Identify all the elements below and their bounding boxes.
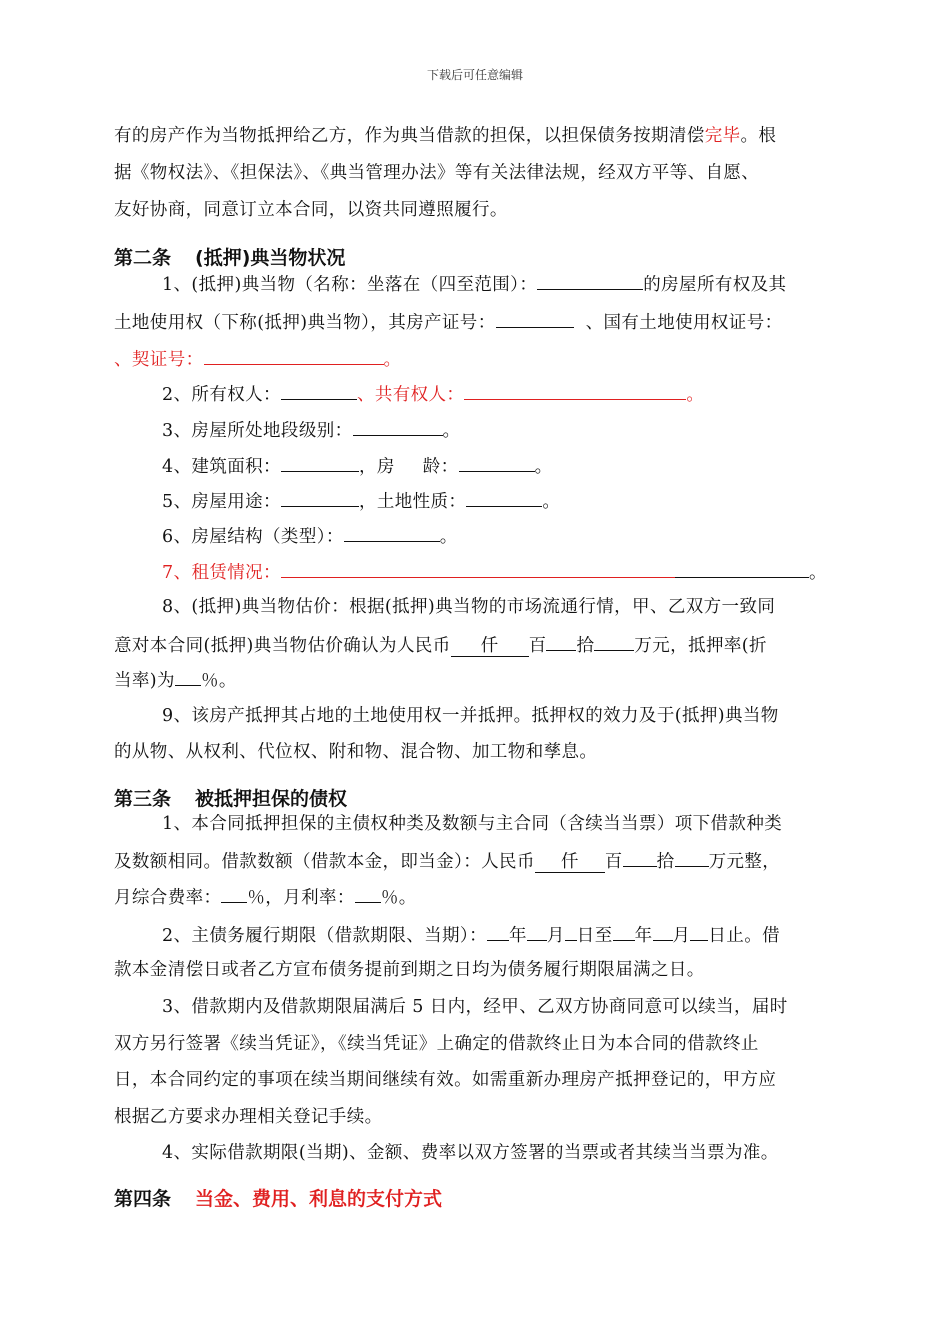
unit-text: 月 <box>546 926 565 946</box>
blank-lot-grade[interactable] <box>353 417 443 436</box>
article-4-heading <box>114 1186 442 1212</box>
item-text: 意对本合同(抵押)典当物估价确认为人民币 <box>114 636 451 656</box>
art3-p1-line1: 1、本合同抵押担保的主债权种类及数额与主合同（含续当当票）项下借款种类 <box>162 814 783 834</box>
item-text: 万元整， <box>708 852 781 872</box>
item-text: 月综合费率： <box>114 888 222 908</box>
blank-lease[interactable] <box>675 559 809 578</box>
blank-loan-hundreds[interactable] <box>623 848 657 867</box>
art3-p1-line3 <box>114 884 417 910</box>
item-text: 。 <box>383 350 402 370</box>
blank-land-nature[interactable] <box>466 488 542 507</box>
item-text: ，土地性质： <box>358 492 467 512</box>
intro-line-2: 据《物权法》、《担保法》、《典当管理办法》等有关法律法规，经双方平等、自愿、 <box>114 163 760 183</box>
item-text: 。 <box>534 457 553 477</box>
item-text: 6、房屋结构（类型）： <box>162 527 344 547</box>
blank-start-year[interactable] <box>487 922 509 941</box>
blank-fee-rate[interactable] <box>221 884 247 903</box>
item-text: ％，月利率： <box>247 888 355 908</box>
blank-usage[interactable] <box>281 488 359 507</box>
unit-text: 日止。借 <box>708 926 781 946</box>
blank-owner[interactable] <box>281 381 357 400</box>
blank-end-month[interactable] <box>653 922 673 941</box>
art2-item1-line2 <box>114 309 783 335</box>
item-red-text: 租赁情况： <box>191 563 281 583</box>
blank-valuation-hundreds[interactable] <box>546 632 576 651</box>
art2-item8-line3 <box>114 667 237 693</box>
blank-start-day[interactable] <box>565 922 577 941</box>
blank-deed-number[interactable] <box>204 346 384 365</box>
unit-text: 年 <box>634 926 653 946</box>
art3-p2-line1 <box>162 922 780 948</box>
intro-text: 。根 <box>740 126 777 146</box>
unit-text: 年 <box>508 926 527 946</box>
item-text: 当率)为 <box>114 671 175 691</box>
blank-building-age[interactable] <box>459 453 535 472</box>
article-title: 当金、费用、利息的支付方式 <box>195 1188 443 1210</box>
article-3-heading <box>114 786 347 812</box>
blank-lease-red[interactable] <box>281 559 675 578</box>
article-number: 第四条 <box>114 1188 172 1210</box>
item-text: ％。 <box>380 888 417 908</box>
art3-p4: 4、实际借款期限(当期)、金额、费率以双方签署的当票或者其续当当票为准。 <box>162 1143 779 1163</box>
item-text: 、国有土地使用权证号： <box>585 313 783 333</box>
article-title: (抵押)典当物状况 <box>195 247 346 269</box>
unit-text: 仟 <box>480 636 499 656</box>
item-text: 。 <box>439 527 458 547</box>
unit-text: 月 <box>672 926 691 946</box>
art3-p1-line2 <box>114 848 780 874</box>
art2-item9-line1: 9、该房产抵押其占地的土地使用权一并抵押。抵押权的效力及于(抵押)典当物 <box>162 706 779 726</box>
item-text: ，房 <box>358 457 395 477</box>
blank-interest-rate[interactable] <box>355 884 381 903</box>
item-text: 2、主债务履行期限（借款期限、当期）： <box>162 926 487 946</box>
unit-text: 百 <box>604 852 623 872</box>
item-text: 、契证号： <box>114 350 204 370</box>
item-text: 的房屋所有权及其 <box>643 275 787 295</box>
art2-item4 <box>162 453 552 479</box>
item-text: 。 <box>542 492 561 512</box>
item-text: ％。 <box>200 671 237 691</box>
art2-item3 <box>162 417 460 443</box>
unit-text: 日至 <box>576 926 613 946</box>
item-text: 4、建筑面积： <box>162 457 281 477</box>
art3-p3-line4: 根据乙方要求办理相关登记手续。 <box>114 1107 383 1127</box>
article-2-heading <box>114 245 345 271</box>
blank-valuation-thousands[interactable] <box>451 636 529 657</box>
blank-location[interactable] <box>537 271 643 290</box>
intro-red-text: 完毕 <box>704 126 741 146</box>
unit-text: 百 <box>528 636 547 656</box>
blank-loan-tens[interactable] <box>675 848 709 867</box>
art2-item7 <box>162 559 827 585</box>
blank-structure[interactable] <box>344 523 440 542</box>
item-text: 。 <box>442 421 461 441</box>
blank-property-cert[interactable] <box>496 309 574 328</box>
item-text: 。 <box>808 563 827 583</box>
art2-item1-line1 <box>162 271 786 297</box>
art3-p3-line2: 双方另行签署《续当凭证》，《续当凭证》上确定的借款终止日为本合同的借款终止 <box>114 1034 759 1054</box>
item-red-text: 7、 <box>162 563 192 583</box>
intro-text: 有的房产作为当物抵押给乙方，作为典当借款的担保，以担保债务按期清偿 <box>114 126 705 146</box>
page-header: 下载后可任意编辑 <box>426 68 523 82</box>
blank-mortgage-rate[interactable] <box>175 667 201 686</box>
art3-p3-line1: 3、借款期内及借款期限届满后 5 日内，经甲、乙双方协商同意可以续当，届时 <box>162 997 788 1017</box>
item-text: 1、(抵押)典当物（名称：坐落在（四至范围）： <box>162 275 538 295</box>
item-text: 3、房屋所处地段级别： <box>162 421 353 441</box>
unit-text: 拾 <box>656 852 675 872</box>
art2-item5 <box>162 488 560 514</box>
item-text: 龄： <box>422 457 459 477</box>
article-title: 被抵押担保的债权 <box>195 788 348 810</box>
art2-item8-line1: 8、(抵押)典当物估价：根据(抵押)典当物的市场流通行情，甲、乙双方一致同 <box>162 597 776 617</box>
item-text: 2、所有权人： <box>162 385 281 405</box>
article-number: 第二条 <box>114 247 172 269</box>
art3-p2-line2: 款本金清偿日或者乙方宣布债务提前到期之日均为债务履行期限届满之日。 <box>114 960 705 980</box>
unit-text: 拾 <box>576 636 595 656</box>
item-text: 5、房屋用途： <box>162 492 281 512</box>
blank-loan-thousands[interactable] <box>535 852 605 873</box>
intro-line-1 <box>114 124 776 148</box>
blank-co-owner[interactable] <box>464 381 686 400</box>
art2-item2 <box>162 381 704 407</box>
art2-item1-line3 <box>114 346 401 372</box>
blank-floor-area[interactable] <box>281 453 359 472</box>
intro-line-3: 友好协商，同意订立本合同，以资共同遵照履行。 <box>114 200 508 220</box>
item-text: 及数额相同。借款数额（借款本金，即当金）：人民币 <box>114 852 535 872</box>
blank-start-month[interactable] <box>527 922 547 941</box>
blank-end-day[interactable] <box>690 922 708 941</box>
art2-item6 <box>162 523 458 549</box>
blank-end-year[interactable] <box>613 922 635 941</box>
item-text: 土地使用权（下称(抵押)典当物），其房产证号： <box>114 313 496 333</box>
unit-text: 仟 <box>560 852 579 872</box>
article-number: 第三条 <box>114 788 172 810</box>
item-text: 万元，抵押率(折 <box>634 636 767 656</box>
art3-p3-line3: 日，本合同约定的事项在续当期间继续有效。如需重新办理房产抵押登记的，甲方应 <box>114 1070 777 1090</box>
item-red-text: 。 <box>686 385 705 405</box>
art2-item8-line2 <box>114 632 767 658</box>
art2-item9-line2: 的从物、从权利、代位权、附和物、混合物、加工物和孳息。 <box>114 742 598 762</box>
item-red-text: 、共有权人： <box>356 385 465 405</box>
blank-valuation-tens[interactable] <box>594 632 634 651</box>
